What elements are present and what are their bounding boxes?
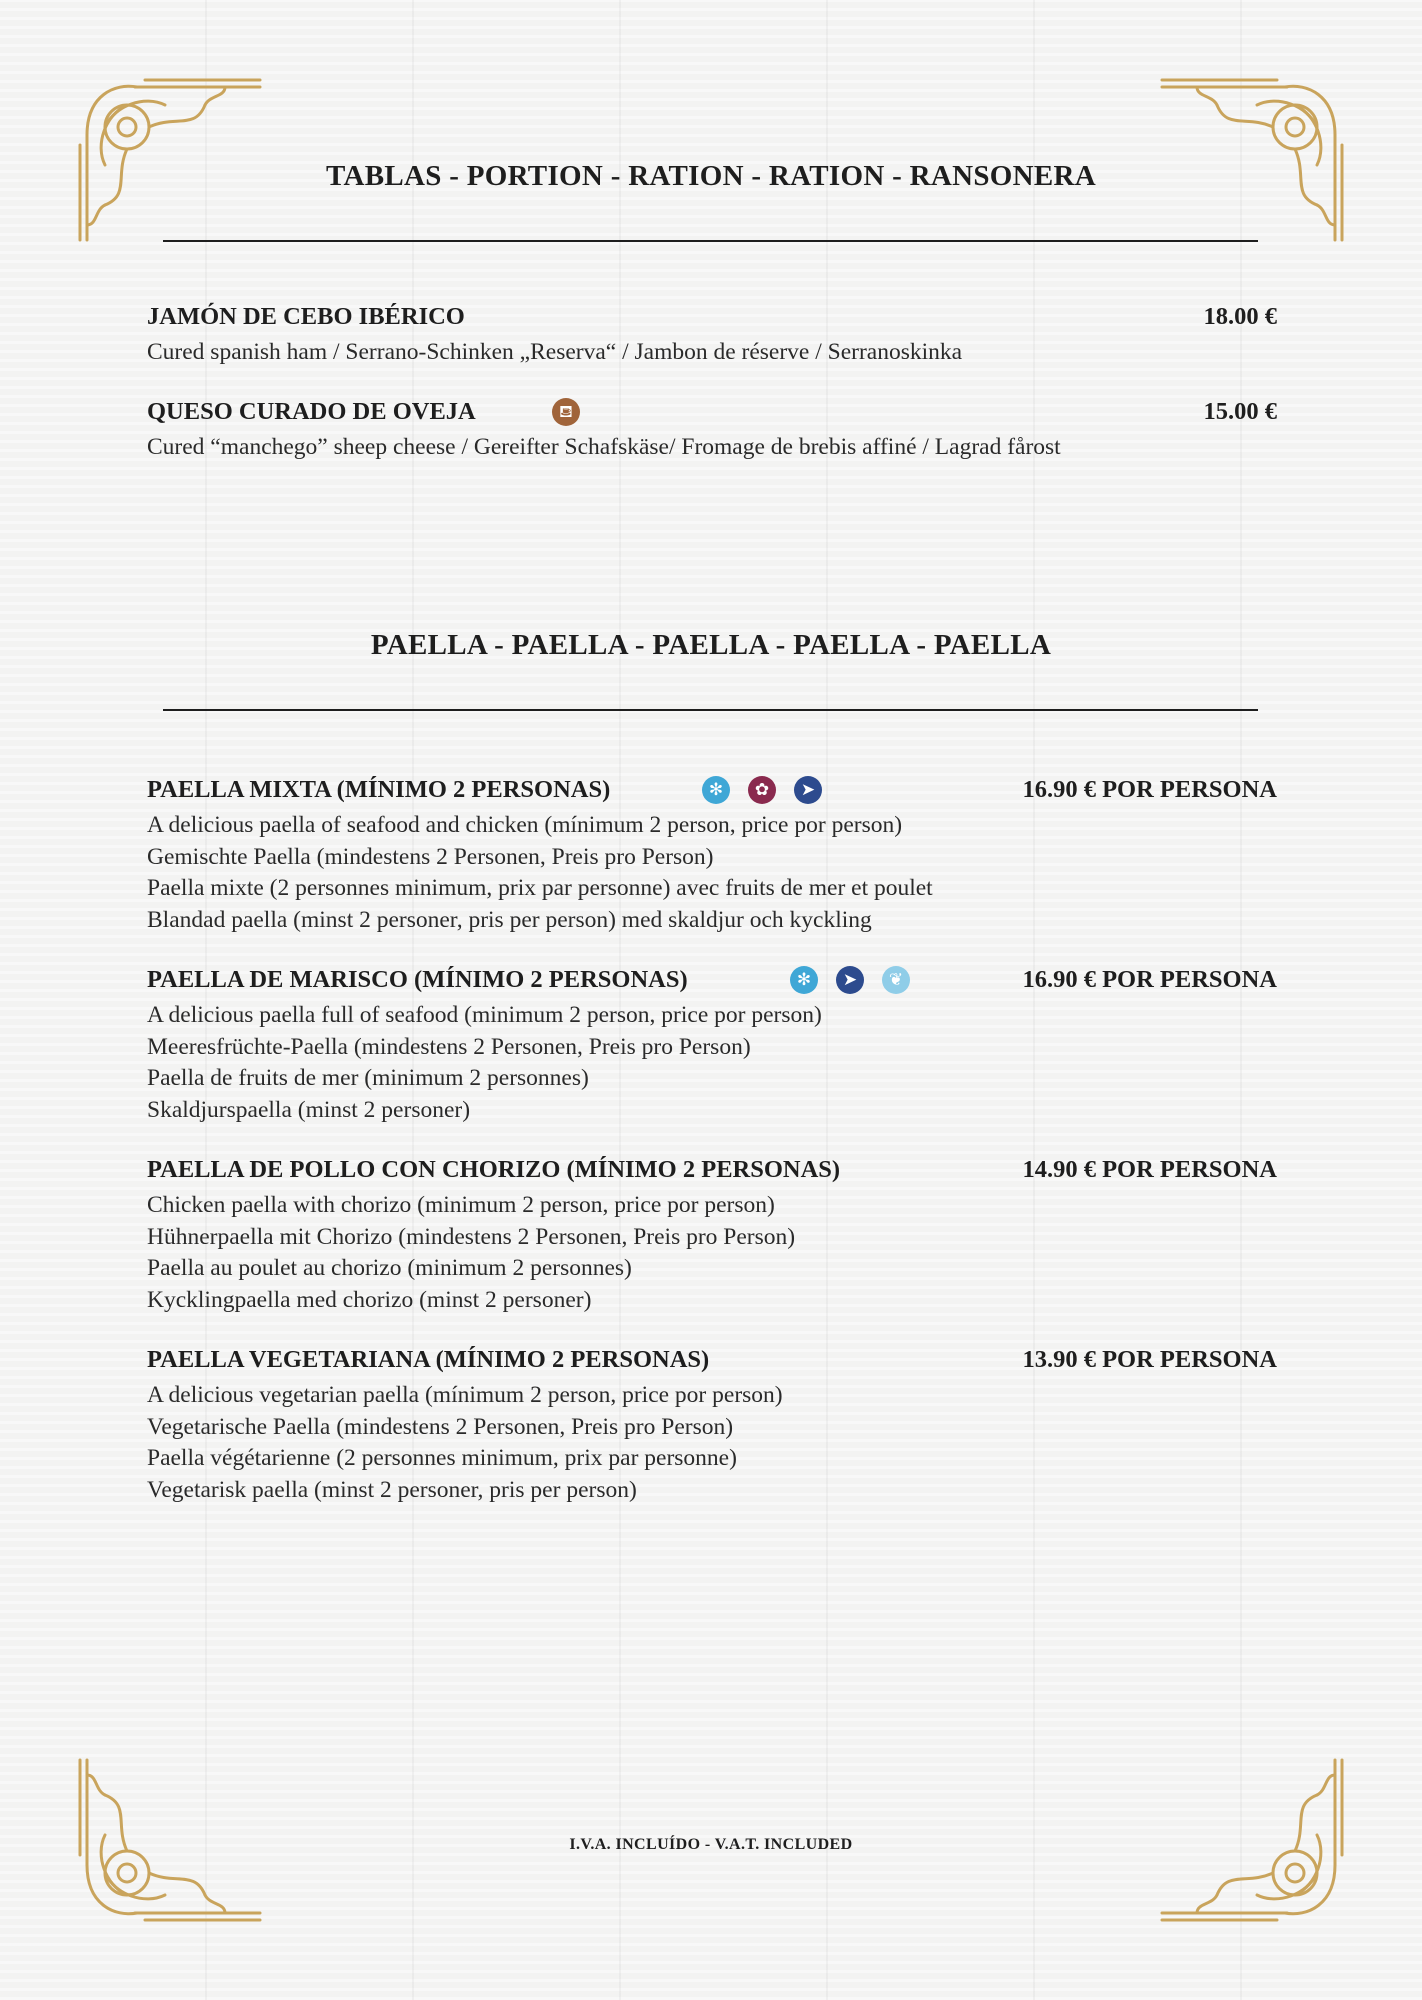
item-name: PAELLA MIXTA (MÍNIMO 2 PERSONAS): [147, 776, 611, 803]
menu-item-queso: [147, 398, 1277, 464]
section-divider: [163, 240, 1258, 242]
item-name: PAELLA DE MARISCO (MÍNIMO 2 PERSONAS): [147, 966, 688, 993]
item-name: PAELLA DE POLLO CON CHORIZO (MÍNIMO 2 PERSONAS): [147, 1156, 841, 1183]
section-divider: [163, 709, 1258, 711]
item-description-line: Meeresfrüchte-Paella (mindestens 2 Personen, Preis pro Person): [147, 1033, 751, 1060]
menu-item-paella-marisco: [147, 966, 1277, 1126]
item-description-line: A delicious paella of seafood and chicken (mínimum 2 person, price por person): [147, 812, 903, 838]
fish-allergen-icon: ➤: [836, 966, 864, 994]
item-description-line: Vegetarisk paella (minst 2 personer, pris per person): [147, 1476, 637, 1503]
item-description-line: Paella mixte (2 personnes minimum, prix par personne) avec fruits de mer et poulet: [147, 875, 933, 901]
item-description-line: Cured spanish ham / Serrano-Schinken „Reserva“ / Jambon de réserve / Serranoskinka: [147, 339, 963, 365]
menu-item-paella-pollo: [147, 1156, 1277, 1316]
item-description-line: Vegetarische Paella (mindestens 2 Personen, Preis pro Person): [147, 1413, 734, 1440]
section-title-tablas: TABLAS - PORTION - RATION - RATION - RANSONERA: [325, 160, 1097, 192]
menu-item-paella-vegetariana: [147, 1346, 1277, 1506]
item-description-line: Gemischte Paella (mindestens 2 Personen, Preis pro Person): [147, 843, 714, 870]
item-price: 16.90 € POR PERSONA: [1022, 966, 1277, 993]
item-price: 13.90 € POR PERSONA: [1022, 1346, 1277, 1373]
item-description-line: Kycklingpaella med chorizo (minst 2 personer): [147, 1286, 592, 1313]
section-title-paella: PAELLA - PAELLA - PAELLA - PAELLA - PAELLA: [370, 629, 1052, 661]
item-price: 14.90 € POR PERSONA: [1022, 1156, 1277, 1183]
item-description-line: Cured “manchego” sheep cheese / Gereifter Schafskäse/ Fromage de brebis affiné / Lagrad fårost: [147, 434, 1061, 460]
menu-item-jamon: [147, 303, 1277, 369]
milk-allergen-icon: ⛾: [552, 398, 580, 426]
item-description-line: Hühnerpaella mit Chorizo (mindestens 2 Personen, Preis pro Person): [147, 1223, 796, 1250]
shellfish-allergen-icon: ❦: [882, 966, 910, 994]
item-description-line: Paella de fruits de mer (minimum 2 personnes): [147, 1065, 589, 1091]
crustacean-allergen-icon: ✻: [790, 966, 818, 994]
fish-allergen-icon: ➤: [794, 776, 822, 804]
item-description-line: Chicken paella with chorizo (minimum 2 person, price por person): [147, 1192, 775, 1218]
item-name: PAELLA VEGETARIANA (MÍNIMO 2 PERSONAS): [147, 1346, 710, 1373]
item-description-line: Paella végétarienne (2 personnes minimum, prix par personne): [147, 1445, 737, 1471]
item-description-line: A delicious paella full of seafood (minimum 2 person, price por person): [147, 1002, 822, 1028]
crustacean-allergen-icon: ✻: [702, 776, 730, 804]
item-description-line: Paella au poulet au chorizo (minimum 2 personnes): [147, 1255, 632, 1281]
mollusc-allergen-icon: ✿: [748, 776, 776, 804]
item-name: QUESO CURADO DE OVEJA: [147, 398, 476, 425]
item-price: 18.00 €: [1203, 303, 1277, 330]
item-description-line: Blandad paella (minst 2 personer, pris per person) med skaldjur och kyckling: [147, 906, 872, 933]
vat-notice: I.V.A. INCLUÍDO - V.A.T. INCLUDED: [569, 1836, 853, 1853]
item-name: JAMÓN DE CEBO IBÉRICO: [147, 303, 465, 330]
menu-item-paella-mixta: [147, 776, 1277, 936]
item-description-line: A delicious vegetarian paella (mínimum 2 person, price por person): [147, 1382, 783, 1408]
item-price: 15.00 €: [1203, 398, 1277, 425]
item-price: 16.90 € POR PERSONA: [1022, 776, 1277, 803]
item-description-line: Skaldjurspaella (minst 2 personer): [147, 1096, 471, 1123]
